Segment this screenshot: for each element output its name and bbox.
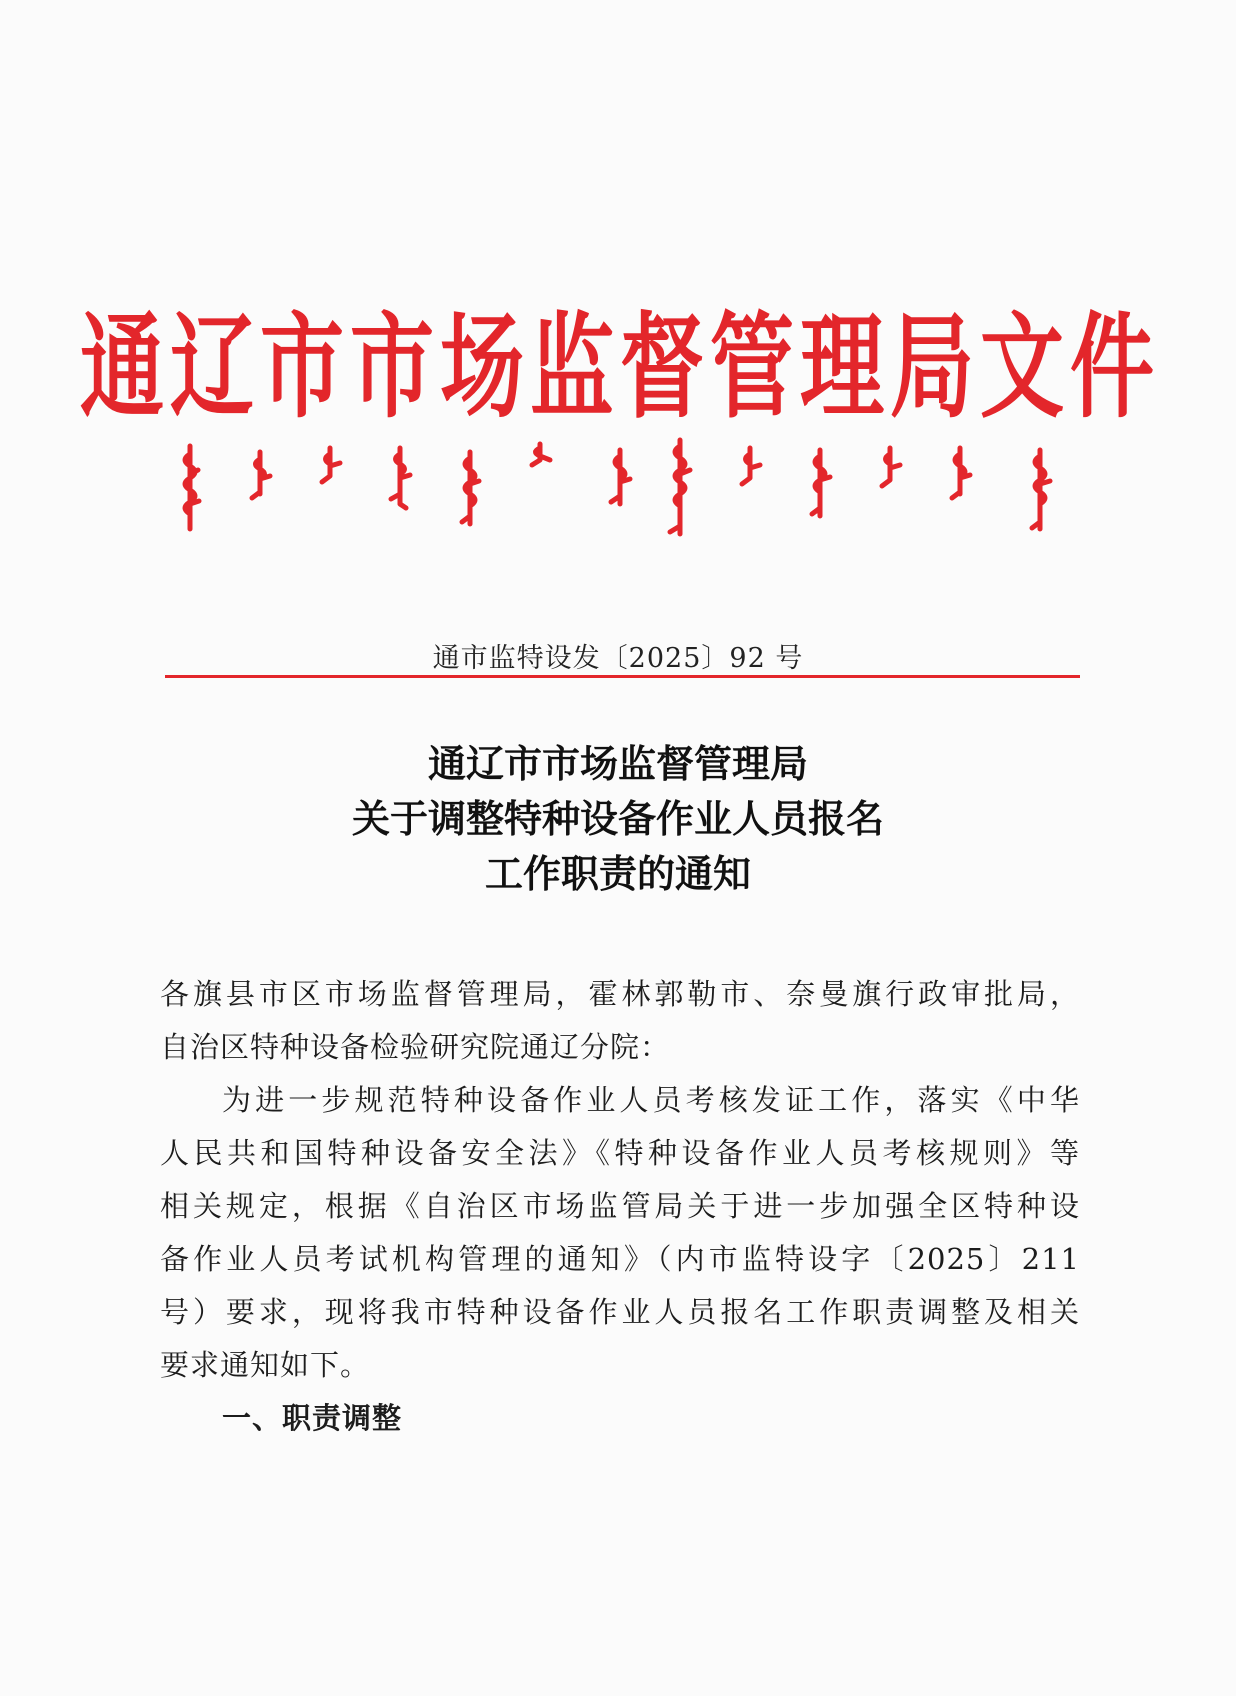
title-line-3: 工作职责的通知	[484, 851, 751, 896]
addressee-line-2: 自治区特种设备检验研究院通辽分院：	[160, 1030, 671, 1064]
document-number: 通市监特设发〔2025〕92 号	[432, 643, 804, 674]
paragraph-line-6: 要求通知如下。	[160, 1348, 371, 1382]
notice-body	[160, 968, 1080, 1445]
mongolian-script-line	[160, 434, 1080, 544]
mongolian-script-image	[160, 434, 1080, 544]
paragraph-line-5: 号）要求，现将我市特种设备作业人员报名工作职责调整及相关	[160, 1295, 1080, 1329]
paragraph-line-3: 相关规定，根据《自治区市场监管局关于进一步加强全区特种设	[160, 1189, 1080, 1223]
masthead-title: 通辽市市场监督管理局文件	[80, 299, 1161, 433]
paragraph-line-4: 备作业人员考试机构管理的通知》（内市监特设字〔2025〕211	[160, 1242, 1080, 1276]
paragraph-line-2: 人民共和国特种设备安全法》《特种设备作业人员考核规则》等	[160, 1136, 1080, 1170]
addressee-line-1: 各旗县市区市场监督管理局，霍林郭勒市、奈曼旗行政审批局，	[160, 977, 1080, 1011]
notice-title	[150, 736, 1086, 901]
section-heading-1: 一、职责调整	[222, 1401, 403, 1435]
title-line-2: 关于调整特种设备作业人员报名	[351, 796, 884, 841]
title-line-1: 通辽市市场监督管理局	[427, 741, 808, 786]
paragraph-line-1: 为进一步规范特种设备作业人员考核发证工作，落实《中华	[222, 1083, 1080, 1117]
red-divider-line	[165, 675, 1080, 678]
